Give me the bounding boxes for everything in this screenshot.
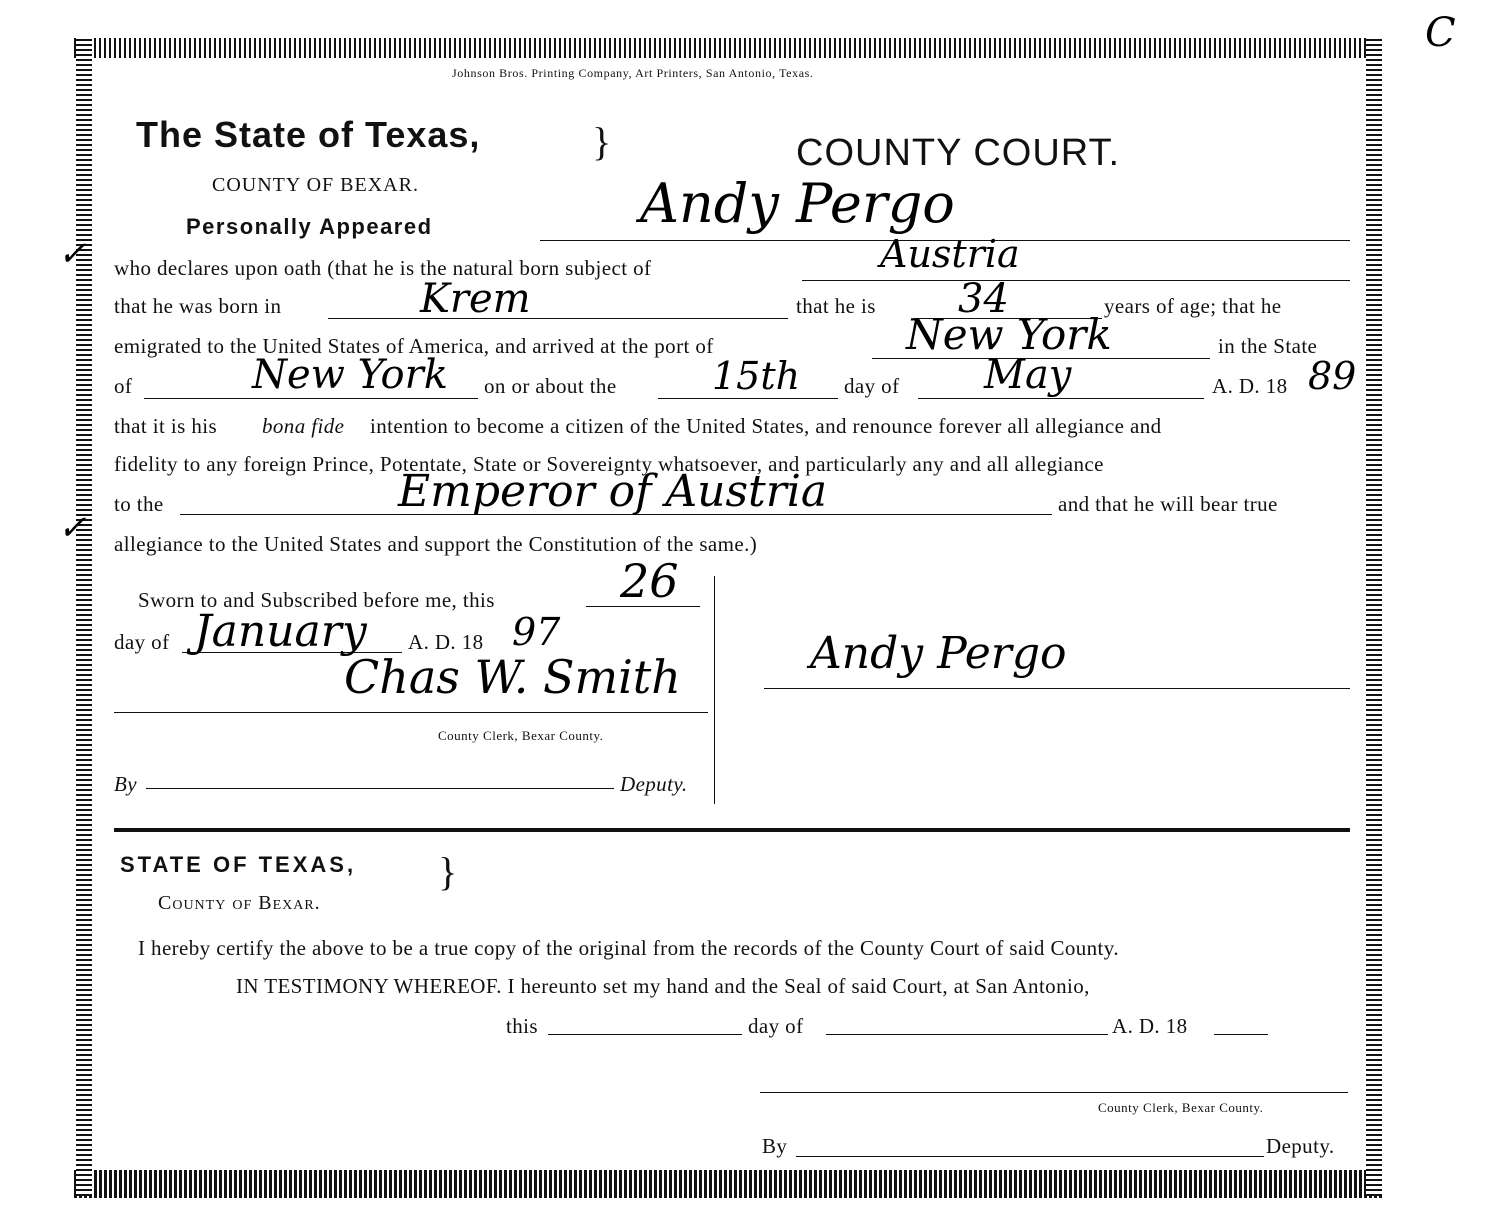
cert-day-line <box>548 1034 742 1035</box>
age-label: that he is <box>796 294 876 318</box>
bottom-border <box>74 1170 1384 1198</box>
clerk-sig-line <box>114 712 708 713</box>
intention-text: intention to become a citizen of the United States, and renounce forever all allegiance and <box>370 414 1162 438</box>
left-border <box>76 38 92 1196</box>
of-label: of <box>114 374 133 398</box>
cert-clerk-line <box>760 1092 1348 1093</box>
born-in-line <box>328 318 788 319</box>
sworn-month: January <box>194 606 367 657</box>
arrival-month: May <box>984 352 1072 398</box>
born-in-label: that he was born in <box>114 294 282 318</box>
cert-year-line <box>1214 1034 1268 1035</box>
check-mark: ✓ <box>58 234 87 274</box>
oath-line-1: who declares upon oath (that he is the natural born subject of <box>114 256 652 280</box>
clerk-label: County Clerk, Bexar County. <box>438 728 604 743</box>
cert-state-heading: STATE OF TEXAS, <box>120 852 357 877</box>
county-heading: COUNTY OF BEXAR. <box>212 174 419 196</box>
bear-true-label: and that he will bear true <box>1058 492 1278 516</box>
arrival-day: 15th <box>712 354 801 398</box>
allegiance-text: allegiance to the United States and support the Constitution of the same.) <box>114 532 758 556</box>
day-line <box>658 398 838 399</box>
sworn-day: 26 <box>620 554 679 608</box>
subject-of: Austria <box>880 232 1020 276</box>
cert-brace: } <box>438 849 458 894</box>
court-heading: COUNTY COURT. <box>796 132 1121 174</box>
declarant-signature: Andy Pergo <box>810 628 1067 679</box>
clerk-signature: Chas W. Smith <box>344 650 681 704</box>
section-divider <box>114 828 1350 832</box>
cert-this: this <box>506 1014 538 1038</box>
personally-appeared: Personally Appeared <box>186 214 433 239</box>
cert-ad: A. D. 18 <box>1112 1014 1188 1038</box>
deputy-label: Deputy. <box>620 772 688 796</box>
printer-imprint: Johnson Bros. Printing Company, Art Printers, San Antonio, Texas. <box>452 66 814 80</box>
fidelity-text: fidelity to any foreign Prince, Potentate, State or Sovereignty whatsoever, and particularly any and all allegiance <box>114 452 1104 476</box>
ad-label: A. D. 18 <box>1212 374 1288 398</box>
cert-county: County of Bexar. <box>158 892 321 914</box>
intention-label: that it is his <box>114 414 218 438</box>
state-line <box>144 398 478 399</box>
years-label: years of age; that he <box>1104 294 1282 318</box>
emigrated-label: emigrated to the United States of America, and arrived at the port of <box>114 334 714 358</box>
cert-day-of: day of <box>748 1014 804 1038</box>
port: New York <box>906 310 1112 359</box>
right-border <box>1366 38 1382 1196</box>
cert-clerk-label: County Clerk, Bexar County. <box>1098 1100 1264 1115</box>
jurat-divider <box>714 576 715 804</box>
subject-line <box>802 280 1350 281</box>
month-line <box>918 398 1204 399</box>
check-mark: ✓ <box>58 508 87 548</box>
sworn-year: 97 <box>512 610 561 654</box>
day-of-label: day of <box>844 374 900 398</box>
sworn-day-of: day of <box>114 630 170 654</box>
top-border <box>74 38 1384 58</box>
bona-fide: bona fide <box>262 414 345 438</box>
sworn-ad: A. D. 18 <box>408 630 484 654</box>
sovereign: Emperor of Austria <box>398 466 828 517</box>
born-in: Krem <box>420 276 531 322</box>
cert-by-label: By <box>762 1134 788 1158</box>
cert-deputy-line <box>796 1156 1264 1157</box>
declarant-sig-line <box>764 688 1350 689</box>
age: 34 <box>958 276 1009 322</box>
deputy-line <box>146 788 614 789</box>
in-state-label: in the State <box>1218 334 1318 358</box>
certify-text: I hereby certify the above to be a true copy of the original from the records of the County Court of said County. <box>138 936 1119 960</box>
to-the-label: to the <box>114 492 164 516</box>
state-heading: The State of Texas, <box>136 114 481 155</box>
declarant-name: Andy Pergo <box>640 172 955 235</box>
header-brace: } <box>592 119 612 164</box>
testimony-text: IN TESTIMONY WHEREOF. I hereunto set my hand and the Seal of said Court, at San Antonio, <box>236 974 1090 998</box>
cert-month-line <box>826 1034 1108 1035</box>
arrival-year: 89 <box>1308 354 1357 398</box>
cert-deputy-label: Deputy. <box>1266 1134 1335 1158</box>
corner-mark: C <box>1425 10 1456 56</box>
arrival-state: New York <box>252 352 448 398</box>
on-about-label: on or about the <box>484 374 617 398</box>
by-label: By <box>114 772 137 796</box>
sworn-label: Sworn to and Subscribed before me, this <box>138 588 495 612</box>
